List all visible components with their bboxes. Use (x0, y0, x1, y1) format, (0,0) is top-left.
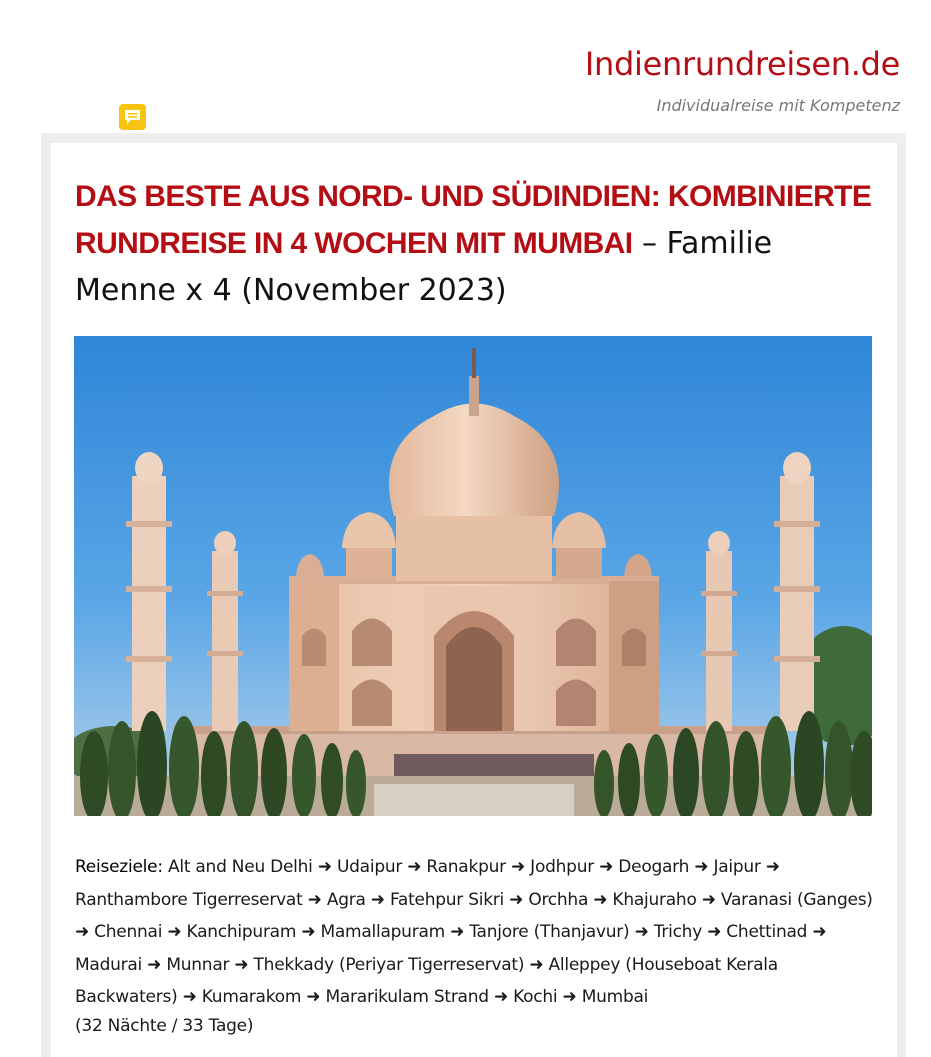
destinations-list (75, 851, 875, 1014)
article-title-highlight-line-1: DAS BESTE AUS NORD- UND SÜDINDIEN: KOMBINIERTE (75, 180, 872, 213)
site-header (585, 44, 900, 116)
article-title-highlight-line-2: RUNDREISE IN 4 WOCHEN MIT MUMBAI (75, 227, 633, 260)
trip-duration: (32 Nächte / 33 Tage) (75, 1016, 254, 1036)
destinations-label: Reiseziele: (75, 857, 163, 877)
article-title (75, 173, 875, 314)
article-title-subtitle: – Familie Menne x 4 (November 2023) (75, 226, 773, 308)
site-tagline: Individualreise mit Kompetenz (656, 96, 900, 115)
site-logo-title[interactable]: Indienrundreisen.de (584, 45, 900, 83)
taj-mahal-photo (74, 336, 872, 816)
chat-bubble-icon[interactable] (119, 104, 146, 130)
destinations-route: Alt and Neu Delhi ➜ Udaipur ➜ Ranakpur ➜ Jodhpur ➜ Deogarh ➜ Jaipur ➜ Ranthambore Tigerreservat ➜ Agra ➜ Fatehpur Sikri ➜ Orchha ➜ Khajuraho ➜ Varanasi (Ganges) ➜ Chennai ➜ Kanchipuram ➜ Mamallapuram ➜ Tanjore (Thanjavur) ➜ Trichy ➜ Chettinad ➜ Madurai ➜ Munnar ➜ Thekkady (Periyar Tigerreservat) ➜ Alleppey (Houseboat Kerala Backwaters) ➜ Kumarakom ➜ Mararikulam Strand ➜ Kochi ➜ Mumbai (75, 857, 873, 1008)
